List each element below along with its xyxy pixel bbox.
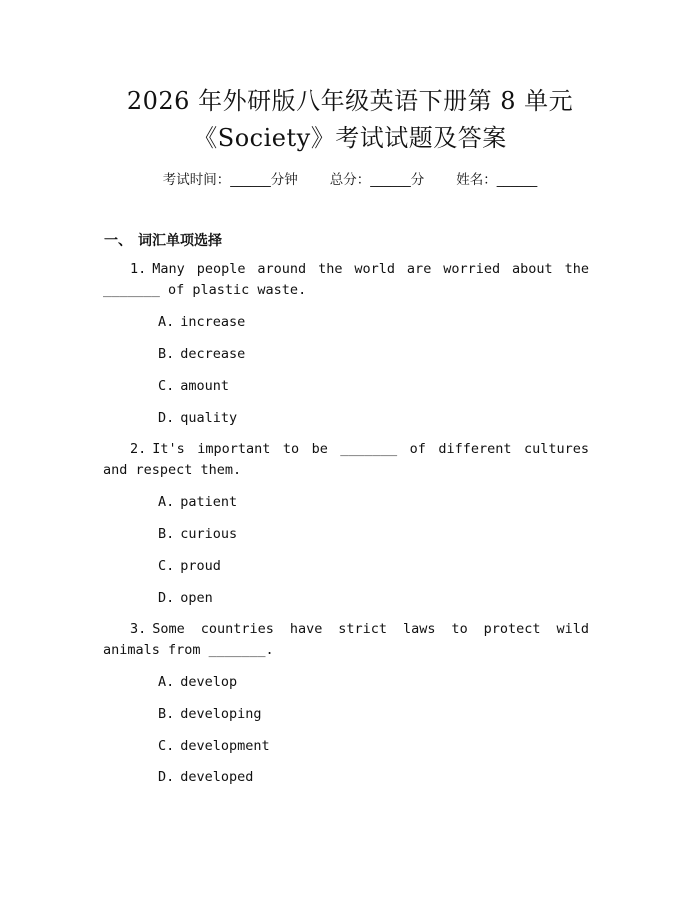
option-letter: A. [158,314,175,330]
option-letter: D. [158,590,175,606]
option-text: development [180,738,270,754]
exam-time-field: 考试时间：______分钟 [162,172,298,188]
question-3-option-d [158,767,253,787]
option-text: increase [180,314,246,330]
section-number: 一、 [104,233,132,249]
option-text: curious [180,526,238,542]
total-score-field: 总分：______分 [329,172,425,188]
option-text: quality [180,410,238,426]
question-3-option-c [158,736,270,756]
option-letter: A. [158,674,175,690]
option-letter: B. [158,706,175,722]
option-letter: C. [158,738,175,754]
option-letter: D. [158,769,175,785]
exam-title-line-2: 《Society》考试试题及答案 [193,124,507,152]
question-1-option-d [158,408,237,428]
option-letter: B. [158,346,175,362]
question-1-option-c [158,376,229,396]
question-text: Some countries have strict laws to protect wild animals from _______. [103,621,589,658]
option-text: open [180,590,213,606]
question-text: It's important to be _______ of different cultures and respect them. [103,441,589,478]
exam-info-row [0,168,700,188]
option-text: developing [180,706,262,722]
section-title: 词汇单项选择 [138,233,222,249]
question-number: 3. [130,621,147,637]
question-2-option-a [158,492,237,512]
question-2-option-d [158,588,213,608]
question-number: 2. [130,441,147,457]
student-name-field: 姓名：______ [456,172,538,188]
exam-title-line-1: 2026 年外研版八年级英语下册第 8 单元 [126,87,574,115]
option-text: patient [180,494,238,510]
question-2-option-c [158,556,221,576]
question-3-option-a [158,672,237,692]
question-2-option-b [158,524,237,544]
question-2-stem [103,439,589,481]
question-1-option-b [158,344,245,364]
option-letter: C. [158,558,175,574]
option-text: decrease [180,346,246,362]
question-1-stem [103,259,589,301]
option-text: develop [180,674,238,690]
question-1-option-a [158,312,245,332]
question-text: Many people around the world are worried about the _______ of plastic waste. [103,261,589,298]
option-text: proud [180,558,221,574]
option-letter: C. [158,378,175,394]
option-letter: D. [158,410,175,426]
question-3-stem [103,619,589,661]
question-number: 1. [130,261,147,277]
question-3-option-b [158,704,262,724]
option-letter: B. [158,526,175,542]
section-heading [104,230,222,250]
option-text: developed [180,769,254,785]
option-text: amount [180,378,230,394]
option-letter: A. [158,494,175,510]
